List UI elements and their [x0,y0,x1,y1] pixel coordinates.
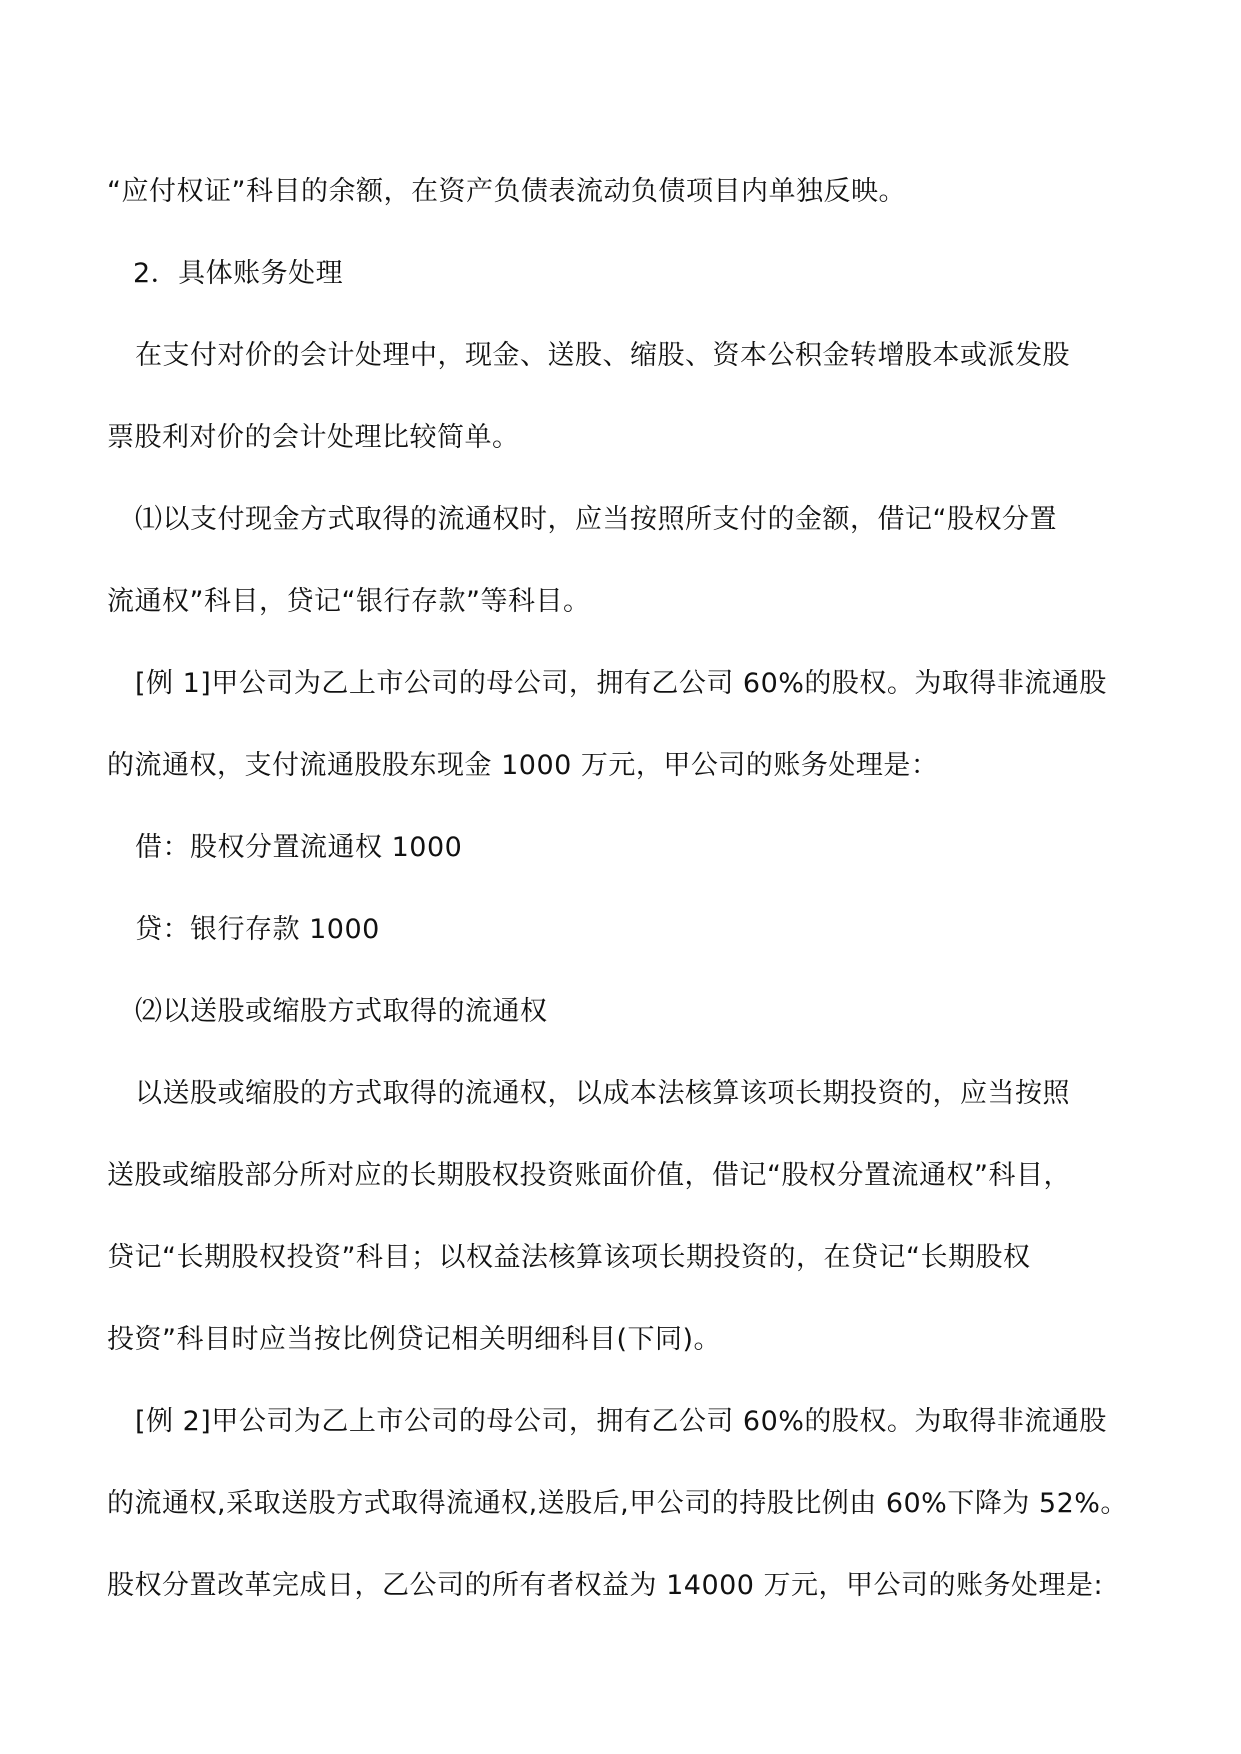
paragraph-line: 在支付对价的会计处理中，现金、送股、缩股、资本公积金转增股本或派发股 [135,340,1070,371]
paragraph-line: 流通权”科目，贷记“银行存款”等科目。 [107,586,591,617]
paragraph-line: 票股利对价的会计处理比较简单。 [107,422,520,453]
paragraph-line: 投资”科目时应当按比例贷记相关明细科目(下同)。 [107,1324,722,1355]
paragraph-line: 的流通权,采取送股方式取得流通权,送股后,甲公司的持股比例由 60%下降为 52%。 [107,1488,1128,1519]
paragraph-line: 股权分置改革完成日，乙公司的所有者权益为 14000 万元，甲公司的账务处理是: [107,1570,1104,1601]
list-item-line: ⑴以支付现金方式取得的流通权时，应当按照所支付的金额，借记“股权分置 [135,504,1057,535]
example-line: [例 2]甲公司为乙上市公司的母公司，拥有乙公司 60%的股权。为取得非流通股 [135,1406,1107,1437]
journal-entry-debit: 借：股权分置流通权 1000 [135,832,463,863]
journal-entry-credit: 贷：银行存款 1000 [135,914,380,945]
paragraph-line: 送股或缩股部分所对应的长期股权投资账面价值，借记“股权分置流通权”科目， [107,1160,1071,1191]
section-heading: 2．具体账务处理 [133,258,344,289]
paragraph-line: 的流通权，支付流通股股东现金 1000 万元，甲公司的账务处理是： [107,750,939,781]
paragraph-line: “应付权证”科目的余额，在资产负债表流动负债项目内单独反映。 [107,176,906,207]
paragraph-line: 贷记“长期股权投资”科目；以权益法核算该项长期投资的，在贷记“长期股权 [107,1242,1031,1273]
example-line: [例 1]甲公司为乙上市公司的母公司，拥有乙公司 60%的股权。为取得非流通股 [135,668,1107,699]
list-item-line: ⑵以送股或缩股方式取得的流通权 [135,996,548,1027]
paragraph-line: 以送股或缩股的方式取得的流通权，以成本法核算该项长期投资的，应当按照 [135,1078,1070,1109]
